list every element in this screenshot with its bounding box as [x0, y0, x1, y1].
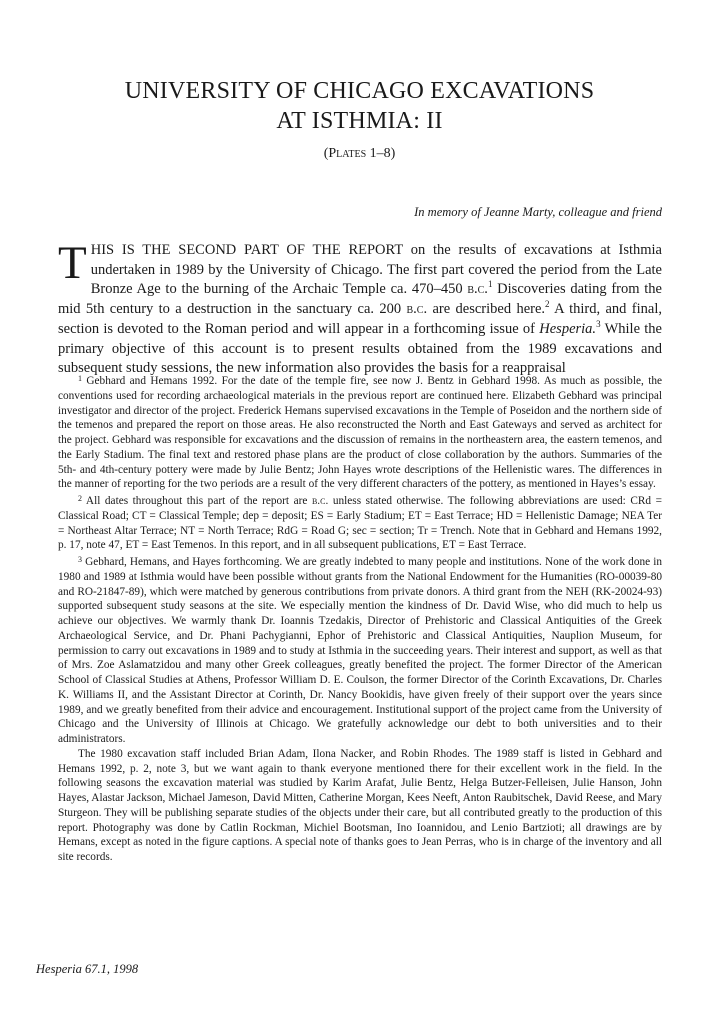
- journal-name: Hesperia.: [539, 320, 597, 337]
- body-paragraph: THIS IS THE SECOND PART OF THE REPORT on the results of excavations at Isthmia undertaken in 1989 by the University of Chicago. The first part covered the period from the Late Bronze Age to the burning of the Archaic Temple ca. 470–450 b.c.$^1$ Discoveries dating from the mid 5th century to a destruction in the sanctuary ca. 200 b.c. are described here.$^2$ A third, and final, section is devoted to the Roman period and will appear in a forthcoming issue of Hesperia.$^3$ While the primary objective of this account is to present results obtained from the 1989 excavations and subsequent study sessions, the new information also provides the basis for a reappraisal: [58, 237, 662, 377]
- drop-cap: T: [58, 237, 87, 289]
- footnote-number: 3: [78, 555, 82, 564]
- footnote-ref-2: 2: [545, 299, 550, 310]
- footnote-ref-3: 3: [596, 318, 601, 329]
- footnotes: [58, 372, 662, 865]
- footnote-ref-1: 1: [487, 279, 493, 290]
- journal-citation: Hesperia 67.1, 1998: [36, 962, 139, 976]
- dedication: In memory of Jeanne Marty, colleague and friend: [414, 205, 662, 219]
- footnote-3: $^3$ Gebhard, Hemans, and Hayes forthcoming. We are greatly indebted to many people and institutions. None of the work done in 1980 and 1989 at Isthmia would have been possible without grants from the National Endowment for the Humanities (RO-00039-80 and RO-21847-89), which were matched by generous contributions from private donors. A third grant from the NEH (RK-20024-93) supported subsequent study seasons at the site. We especially mention the kindness of Dr. David Wise, who did much to help us achieve our objectives. We warmly thank Dr. Ioannis Tzedakis, Director of Prehistoric and Classical Antiquities of the Greek Archaeological Service, and Dr. Phani Pachygianni, Ephor of Prehistoric and Classical Antiquities, Nauplion Museum, for permission to carry out excavations in 1989 and to study at Isthmia in the succeeding years. Their interest and support, as well as that of Mrs. Zoe Aslamatzidou and many other Greek colleagues, greatly benefited the project. The former Director of the American School of Classical Studies at Athens, Professor William D. E. Coulson, the former Director of the Corinth Excavations, Dr. Charles K. Williams II, and the Assistant Director at Corinth, Dr. Nancy Bookidis, have given freely of their support over the years since 1989, and we greatly benefited from their advice and encouragement. Institutional support of the project came from the University of Chicago and the University of Illinois at Chicago. We gratefully acknowledge our debt to both universities and to their administrators.: [58, 555, 662, 745]
- footnote-number: 2: [78, 494, 82, 503]
- title-line-1: UNIVERSITY OF CHICAGO EXCAVATIONS: [124, 78, 595, 104]
- footnote-number: 1: [78, 374, 82, 383]
- plates-note: (Plates 1–8): [323, 146, 396, 161]
- footnote-3-continued: The 1980 excavation staff included Brian Adam, Ilona Nacker, and Robin Rhodes. The 1989 staff is listed in Gebhard and Hemans 1992, p. 2, note 3, but we want again to thank everyone mentioned there for their excellent work in the field. In the following seasons the excavation material was studied by Karim Arafat, Julie Bentz, Helga Butzer-Felleisen, Julie Hanson, John Hayes, Alastar Jackson, Michael Jameson, David Mitten, Catherine Morgan, Kees Neeft, Anton Raubitschek, David Reese, and Mary Sturgeon. They will be publishing separate studies of the objects under their care, but all contributed greatly to the production of this report. Photography was done by Catlin Rockman, Michiel Bootsman, Ino Ioannidou, and Lenio Bartzioti; all drawings are by Hemans, except as noted in the figure captions. A special note of thanks goes to Jean Perras, who is in charge of the inventory and all site records.: [58, 747, 662, 863]
- article-title: [0, 76, 719, 136]
- title-line-2: AT ISTHMIA: II: [276, 108, 443, 134]
- footnote-2: $^2$ All dates throughout this part of the report are b.c. unless stated otherwise. The following abbreviations are used: CRd = Classical Road; CT = Classical Temple; dep = deposit; ES = Early Stadium; ET = East Terrace; HD = Hellenistic Damage; NEA Ter = Northeast Altar Terrace; NT = North Terrace; RdG = Road G; sec = section; Tr = Trench. Note that in Gebhard and Hemans 1992, p. 17, note 47, ET = East Temenos. In this report, and in all subsequent publications, ET = East Terrace.: [58, 494, 662, 552]
- lead-in: HIS IS THE SECOND PART OF THE REPORT: [90, 242, 403, 258]
- footnote-1: $^1$ Gebhard and Hemans 1992. For the date of the temple fire, see now J. Bentz in Gebhard 1998. As much as possible, the conventions used for recording archaeological materials in the previous report are continued here. Elizabeth Gebhard was principal investigator and director of the project. Frederick Hemans supervised excavations in the Temple of Poseidon and the northern side of the temenos and prepared the report on those areas. He also reconstructed the North and East Gateways and served as architect for the project. Gebhard was responsible for excavations and the discussion of remains in the northeastern area, the eastern temenos, and the Early Stadium. The final text and restored phase plans are the product of close collaboration by the authors. Summaries of the 5th- and 4th-century pottery were made by Julie Bentz; John Hayes wrote descriptions of the Hellenistic wares. The differences in the manner of reporting for the two periods are a result of the very different characters of the pottery, as mentioned in Hayes’s essay.: [58, 374, 662, 491]
